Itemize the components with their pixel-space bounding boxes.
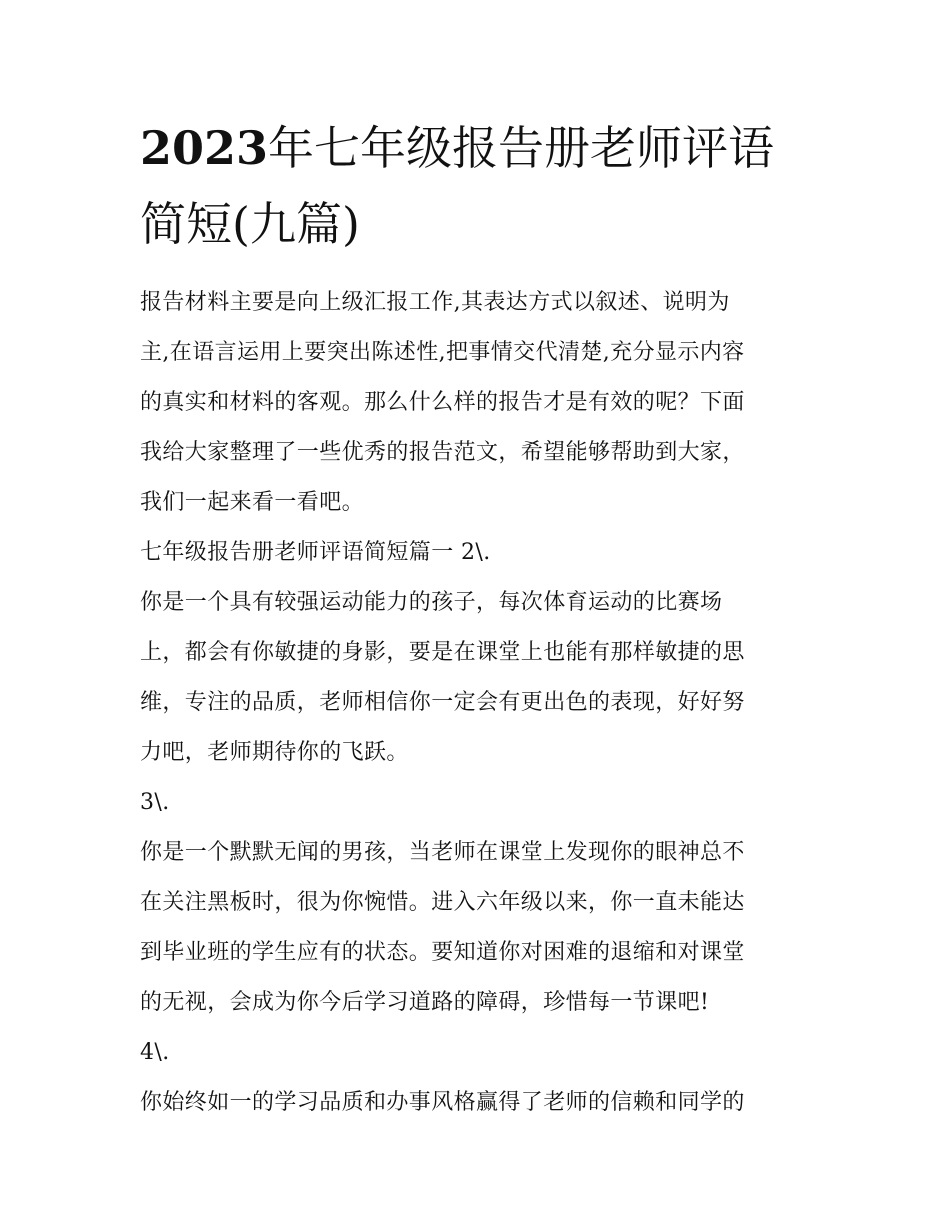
body-line: 维，专注的品质，老师相信你一定会有更出色的表现，好好努 [140,690,745,715]
title-year: 2023 [140,121,269,175]
document-body [140,278,820,1128]
body-line: 的无视，会成为你今后学习道路的障碍，珍惜每一节课吧! [140,990,710,1015]
body-line: 报告材料主要是向上级汇报工作,其表达方式以叙述、说明为 [140,290,730,315]
section-heading: 七年级报告册老师评语简短篇一 2\. [140,540,491,565]
body-line: 在关注黑板时，很为你惋惜。进入六年级以来，你一直未能达 [140,890,745,915]
body-line: 的真实和材料的客观。那么什么样的报告才是有效的呢？下面 [140,390,745,415]
section-number: 3\. [140,790,170,815]
body-line: 主,在语言运用上要突出陈述性,把事情交代清楚,充分显示内容 [140,340,745,365]
body-line: 你是一个具有较强运动能力的孩子，每次体育运动的比赛场 [140,590,723,615]
body-line: 上，都会有你敏捷的身影，要是在课堂上也能有那样敏捷的思 [140,640,745,665]
body-line: 到毕业班的学生应有的状态。要知道你对困难的退缩和对课堂 [140,940,745,965]
document-title [140,110,820,262]
title-line1-text: 年七年级报告册老师评语 [268,121,775,175]
title-line2-text: 简短(九篇) [140,197,360,251]
section-number: 4\. [140,1040,170,1065]
body-line: 我给大家整理了一些优秀的报告范文，希望能够帮助到大家， [140,440,745,465]
body-line: 我们一起来看一看吧。 [140,490,365,515]
body-line: 你是一个默默无闻的男孩，当老师在课堂上发现你的眼神总不 [140,840,745,865]
body-line: 力吧，老师期待你的飞跃。 [140,740,409,765]
body-line: 你始终如一的学习品质和办事风格赢得了老师的信赖和同学的 [140,1090,745,1115]
